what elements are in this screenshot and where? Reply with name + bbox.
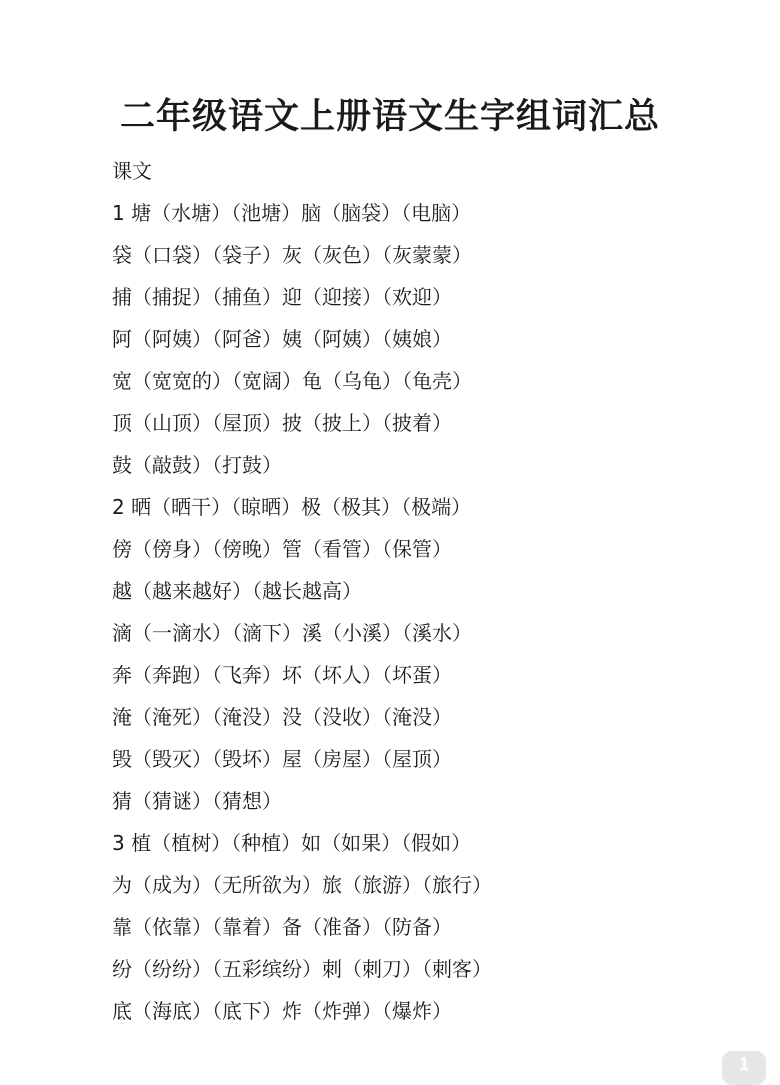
word-line: 滴（一滴水）（滴下）溪（小溪）（溪水）: [112, 621, 472, 645]
word-line: 纷（纷纷）（五彩缤纷）刺（刺刀）（刺客）: [112, 957, 492, 981]
word-line: 越（越来越好）（越长越高）: [112, 579, 362, 603]
page-number-badge: 1: [722, 1051, 766, 1085]
word-line: 顶（山顶）（屋顶）披（披上）（披着）: [112, 411, 452, 435]
word-line: 毁（毁灭）（毁坏）屋（房屋）（屋顶）: [112, 747, 452, 771]
word-line: 猜（猜谜）（猜想）: [112, 789, 282, 813]
word-line: 底（海底）（底下）炸（炸弹）（爆炸）: [112, 999, 452, 1023]
word-line: 宽（宽宽的）（宽阔）龟（乌龟）（龟壳）: [112, 369, 472, 393]
word-line: 靠（依靠）（靠着）备（准备）（防备）: [112, 915, 452, 939]
word-line: 阿（阿姨）（阿爸）姨（阿姨）（姨娘）: [112, 327, 452, 351]
word-line: 鼓（敲鼓）（打鼓）: [112, 453, 282, 477]
word-line: 傍（傍身）（傍晚）管（看管）（保管）: [112, 537, 452, 561]
word-line: 2 晒（晒干）（晾晒）极（极其）（极端）: [112, 495, 472, 519]
word-line: 奔（奔跑）（飞奔）坏（坏人）（坏蛋）: [112, 663, 452, 687]
word-line: 为（成为）（无所欲为）旅（旅游）（旅行）: [112, 873, 492, 897]
word-line: 3 植（植树）（种植）如（如果）（假如）: [112, 831, 472, 855]
word-list: [112, 198, 492, 1038]
word-line: 捕（捕捉）（捕鱼）迎（迎接）（欢迎）: [112, 285, 452, 309]
word-line: 袋（口袋）（袋子）灰（灰色）（灰蒙蒙）: [112, 243, 472, 267]
word-line: 淹（淹死）（淹没）没（没收）（淹没）: [112, 705, 452, 729]
word-line: 1 塘（水塘）（池塘）脑（脑袋）（电脑）: [112, 201, 472, 225]
document-title: 二年级语文上册语文生字组词汇总: [119, 97, 660, 137]
section-heading: 课文: [112, 159, 152, 183]
